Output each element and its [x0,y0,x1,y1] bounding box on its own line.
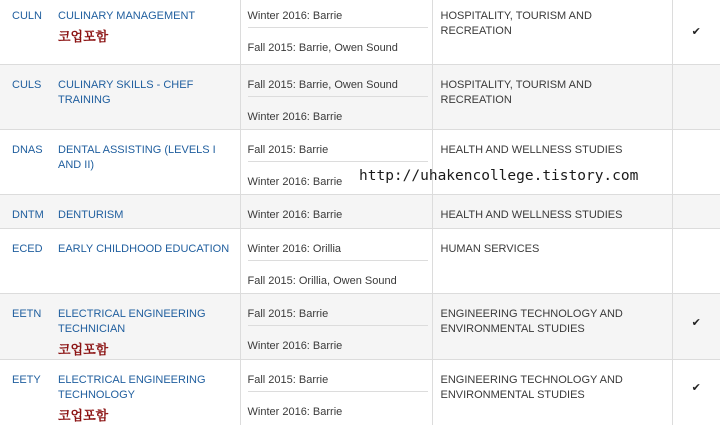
checkmark-icon: ✔ [691,381,701,394]
checkmark-icon: ✔ [691,26,701,38]
watermark-text: http://uhakencollege.tistory.com [359,168,639,184]
check-cell [672,359,720,425]
school-name: HOSPITALITY, TOURISM AND RECREATION [440,10,592,37]
checkmark-icon: ✔ [691,316,701,329]
intake-cell [240,64,432,129]
coop-note: 코업포함 [58,342,109,358]
program-code-link[interactable]: CULN [12,10,42,22]
intake-cell [240,129,432,194]
table-row [0,228,720,293]
intake-cell [240,228,432,293]
program-code-link[interactable]: EETN [12,307,42,320]
intake-item: Winter 2016: Barrie [248,391,428,422]
school-cell [432,64,672,129]
school-name: HUMAN SERVICES [440,242,540,255]
program-name-cell [52,0,240,64]
intake-cell [240,0,432,64]
intake-list [248,229,428,291]
check-cell [672,293,720,359]
check-cell [672,64,720,129]
program-name-cell [52,129,240,194]
intake-cell [240,293,432,359]
program-code-link[interactable]: CULS [12,78,42,91]
program-name-link[interactable]: ELECTRICAL ENGINEERING TECHNOLOGY [58,373,206,401]
school-name: ENGINEERING TECHNOLOGY AND ENVIRONMENTAL STUDIES [440,373,623,401]
intake-cell [240,359,432,425]
intake-item: Winter 2016: Barrie [248,96,428,127]
intake-item: Winter 2016: Orillia [247,242,342,255]
program-name-link[interactable]: CULINARY MANAGEMENT [58,10,196,22]
program-code-link[interactable]: ECED [12,242,43,255]
intake-item: Fall 2015: Orillia, Owen Sound [248,260,428,291]
intake-cell [240,194,432,228]
coop-note: 코업포함 [58,30,109,45]
school-cell [432,228,672,293]
intake-item: Winter 2016: Barrie [247,208,343,221]
school-name: ENGINEERING TECHNOLOGY AND ENVIRONMENTAL STUDIES [440,307,623,335]
program-code-cell [0,228,52,293]
program-code-link[interactable]: DNTM [12,208,44,221]
school-name: HEALTH AND WELLNESS STUDIES [440,208,623,221]
program-name-cell [52,359,240,425]
school-cell [432,129,672,194]
intake-list [248,360,428,422]
check-cell [672,194,720,228]
intake-item: Winter 2016: Barrie [248,325,428,356]
table-row [0,194,720,228]
table-row [0,0,720,64]
program-name-link[interactable]: EARLY CHILDHOOD EDUCATION [58,242,230,255]
school-name: HEALTH AND WELLNESS STUDIES [440,143,623,156]
check-cell [672,0,720,64]
table-row [0,293,720,359]
program-code-cell [0,359,52,425]
intake-item: Fall 2015: Barrie [247,307,329,320]
intake-item: Winter 2016: Barrie [248,161,428,192]
program-name-link[interactable]: CULINARY SKILLS - CHEF TRAINING [58,78,194,106]
school-name: HOSPITALITY, TOURISM AND RECREATION [440,78,592,106]
program-code-cell [0,293,52,359]
table-row [0,64,720,129]
intake-item: Fall 2015: Barrie, Owen Sound [248,27,428,58]
program-name-cell [52,194,240,228]
school-cell [432,293,672,359]
intake-list [248,294,428,356]
school-cell [432,359,672,425]
program-name-link[interactable]: DENTAL ASSISTING (LEVELS I AND II) [58,143,216,171]
program-code-cell [0,64,52,129]
program-code-cell [0,129,52,194]
school-cell [432,0,672,64]
program-name-cell [52,228,240,293]
intake-list [248,195,428,226]
program-name-link[interactable]: ELECTRICAL ENGINEERING TECHNICIAN [58,307,206,335]
intake-item: Fall 2015: Barrie, Owen Sound [247,78,398,91]
program-name-link[interactable]: DENTURISM [58,208,124,221]
check-cell [672,129,720,194]
table-row [0,129,720,194]
program-code-link[interactable]: DNAS [12,143,43,156]
intake-list [248,65,428,127]
intake-item: Winter 2016: Barrie [247,10,343,22]
program-code-cell [0,0,52,64]
program-code-cell [0,194,52,228]
intake-item: Fall 2015: Barrie [247,143,329,156]
intake-item: Fall 2015: Barrie [247,373,329,386]
program-name-cell [52,293,240,359]
program-code-link[interactable]: EETY [12,373,41,386]
program-name-cell [52,64,240,129]
table-row [0,359,720,425]
check-cell [672,228,720,293]
intake-list [248,0,428,58]
school-cell [432,194,672,228]
coop-note: 코업포함 [58,408,109,424]
